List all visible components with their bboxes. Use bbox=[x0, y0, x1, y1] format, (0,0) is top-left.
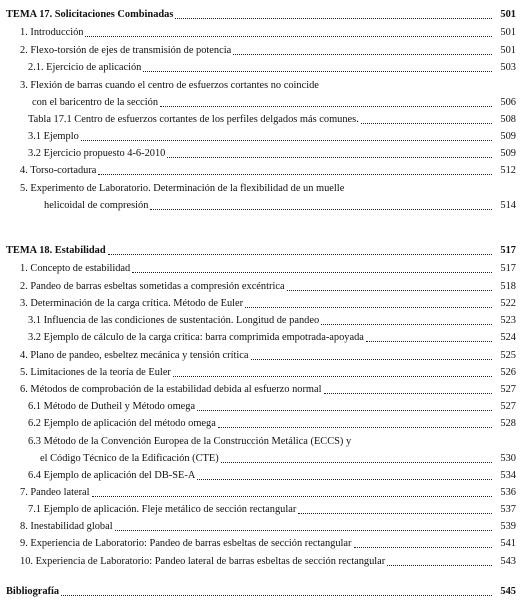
toc-entry bbox=[0, 400, 522, 413]
toc-entry-title: 5. Experimento de Laboratorio. Determinación de la flexibilidad de un muelle bbox=[20, 183, 345, 194]
toc-entry bbox=[0, 555, 522, 568]
dot-leader bbox=[132, 272, 492, 273]
toc-entry bbox=[0, 244, 522, 257]
dot-leader bbox=[298, 513, 492, 514]
toc-entry bbox=[0, 164, 522, 177]
toc-entry-title: 3.1 Influencia de las condiciones de sustentación. Longitud de pandeo bbox=[28, 315, 320, 326]
toc-entry bbox=[0, 435, 522, 448]
dot-leader bbox=[173, 376, 492, 377]
toc-entry-title: 3.2 Ejemplo de cálculo de la carga crítica: barra comprimida empotrada-apoyada bbox=[28, 332, 364, 343]
toc-entry bbox=[0, 417, 522, 430]
toc-entry bbox=[0, 366, 522, 379]
toc-entry-page-number: 543 bbox=[500, 556, 516, 567]
toc-entry-title: 1. Introducción bbox=[20, 27, 84, 38]
toc-entry bbox=[0, 331, 522, 344]
dot-leader bbox=[167, 157, 492, 158]
dot-leader bbox=[108, 254, 492, 255]
toc-entry bbox=[0, 61, 522, 74]
toc-entry-title: 6. Métodos de comprobación de la estabilidad debida al esfuerzo normal bbox=[20, 384, 322, 395]
toc-entry bbox=[0, 585, 522, 598]
dot-leader bbox=[150, 209, 492, 210]
toc-entry-title: Tabla 17.1 Centro de esfuerzos cortantes de los perfiles delgados más comunes. bbox=[28, 114, 359, 125]
toc-entry bbox=[0, 452, 522, 465]
toc-entry-page-number: 545 bbox=[500, 586, 516, 597]
toc-entry bbox=[0, 44, 522, 57]
dot-leader bbox=[387, 565, 492, 566]
toc-entry-title: 9. Experiencia de Laboratorio: Pandeo de barras esbeltas de sección rectangular bbox=[20, 538, 352, 549]
dot-leader bbox=[221, 462, 492, 463]
toc-entry-title: 6.2 Ejemplo de aplicación del método omega bbox=[28, 418, 216, 429]
toc-entry-title: 5. Limitaciones de la teoría de Euler bbox=[20, 367, 171, 378]
dot-leader bbox=[233, 54, 492, 55]
toc-entry bbox=[0, 486, 522, 499]
toc-entry bbox=[0, 537, 522, 550]
dot-leader bbox=[321, 324, 492, 325]
dot-leader bbox=[115, 530, 492, 531]
toc-entry bbox=[0, 349, 522, 362]
dot-leader bbox=[81, 140, 492, 141]
dot-leader bbox=[197, 410, 492, 411]
toc-entry-title: helicoidal de compresión bbox=[44, 200, 149, 211]
toc-entry-page-number: 525 bbox=[500, 350, 516, 361]
toc-entry bbox=[0, 182, 522, 195]
toc-entry-page-number: 527 bbox=[500, 401, 516, 412]
toc-entry-page-number: 527 bbox=[500, 384, 516, 395]
toc-entry-title: 4. Torso-cortadura bbox=[20, 165, 97, 176]
toc-entry-page-number: 501 bbox=[500, 9, 516, 20]
dot-leader bbox=[287, 290, 492, 291]
dot-leader bbox=[92, 496, 492, 497]
toc-entry-page-number: 509 bbox=[500, 148, 516, 159]
toc-entry bbox=[0, 314, 522, 327]
toc-entry-page-number: 541 bbox=[500, 538, 516, 549]
dot-leader bbox=[354, 547, 493, 548]
toc-entry-title: 7. Pandeo lateral bbox=[20, 487, 90, 498]
toc-entry-page-number: 517 bbox=[500, 263, 516, 274]
toc-entry-title: 7.1 Ejemplo de aplicación. Fleje metálico de sección rectangular bbox=[28, 504, 297, 515]
toc-entry bbox=[0, 520, 522, 533]
toc-entry-title: Bibliografía bbox=[6, 586, 60, 597]
toc-entry bbox=[0, 79, 522, 92]
dot-leader bbox=[160, 106, 492, 107]
toc-entry bbox=[0, 147, 522, 160]
toc-entry-title: 3. Determinación de la carga crítica. Método de Euler bbox=[20, 298, 244, 309]
toc-entry-title: 8. Inestabilidad global bbox=[20, 521, 113, 532]
toc-entry bbox=[0, 130, 522, 143]
toc-entry-title: 10. Experiencia de Laboratorio: Pandeo lateral de barras esbeltas de sección rectangular bbox=[20, 556, 386, 567]
dot-leader bbox=[197, 479, 492, 480]
toc-entry-page-number: 523 bbox=[500, 315, 516, 326]
toc-entry bbox=[0, 297, 522, 310]
toc-entry-title: 3. Flexión de barras cuando el centro de esfuerzos cortantes no coincide bbox=[20, 80, 319, 91]
toc-entry-page-number: 522 bbox=[500, 298, 516, 309]
toc-entry-title: 4. Plano de pandeo, esbeltez mecánica y tensión crítica bbox=[20, 350, 249, 361]
toc-entry-title: 2. Pandeo de barras esbeltas sometidas a compresión excéntrica bbox=[20, 281, 285, 292]
dot-leader bbox=[143, 71, 492, 72]
dot-leader bbox=[85, 36, 492, 37]
toc-entry-page-number: 506 bbox=[500, 97, 516, 108]
toc-entry-title: 2.1. Ejercicio de aplicación bbox=[28, 62, 142, 73]
toc-entry bbox=[0, 199, 522, 212]
dot-leader bbox=[175, 18, 492, 19]
dot-leader bbox=[366, 341, 492, 342]
toc-entry bbox=[0, 8, 522, 21]
toc-entry bbox=[0, 383, 522, 396]
toc-entry-page-number: 524 bbox=[500, 332, 516, 343]
dot-leader bbox=[324, 393, 492, 394]
toc-entry-title: 3.2 Ejercicio propuesto 4-6-2010 bbox=[28, 148, 166, 159]
toc-entry-title: con el baricentro de la sección bbox=[32, 97, 159, 108]
toc-entry-title: 1. Concepto de estabilidad bbox=[20, 263, 131, 274]
toc-entry bbox=[0, 96, 522, 109]
toc-entry-title: 6.3 Método de la Convención Europea de la Construcción Metálica (ECCS) y bbox=[28, 436, 352, 447]
toc-entry bbox=[0, 503, 522, 516]
toc-entry-page-number: 514 bbox=[500, 200, 516, 211]
toc-entry-page-number: 517 bbox=[500, 245, 516, 256]
toc-entry-page-number: 537 bbox=[500, 504, 516, 515]
toc-entry-page-number: 534 bbox=[500, 470, 516, 481]
dot-leader bbox=[98, 174, 492, 175]
toc-entry-title: el Código Técnico de la Edificación (CTE) bbox=[40, 453, 219, 464]
toc-entry-page-number: 518 bbox=[500, 281, 516, 292]
dot-leader bbox=[245, 307, 492, 308]
toc-entry-title: 6.1 Método de Dutheil y Método omega bbox=[28, 401, 196, 412]
toc-entry-page-number: 526 bbox=[500, 367, 516, 378]
toc-entry-page-number: 503 bbox=[500, 62, 516, 73]
toc-entry bbox=[0, 469, 522, 482]
toc-entry-title: 3.1 Ejemplo bbox=[28, 131, 79, 142]
toc-entry bbox=[0, 26, 522, 39]
dot-leader bbox=[61, 595, 492, 596]
toc-entry-page-number: 508 bbox=[500, 114, 516, 125]
toc-entry-title: TEMA 18. Estabilidad bbox=[6, 245, 106, 256]
toc-entry bbox=[0, 113, 522, 126]
toc-entry-title: 6.4 Ejemplo de aplicación del DB-SE-A bbox=[28, 470, 196, 481]
dot-leader bbox=[251, 359, 492, 360]
toc-entry bbox=[0, 280, 522, 293]
toc-entry-title: 2. Flexo-torsión de ejes de transmisión de potencia bbox=[20, 45, 232, 56]
toc-entry-page-number: 528 bbox=[500, 418, 516, 429]
toc-entry-page-number: 530 bbox=[500, 453, 516, 464]
toc-entry-page-number: 539 bbox=[500, 521, 516, 532]
toc-entry-page-number: 512 bbox=[500, 165, 516, 176]
dot-leader bbox=[218, 427, 492, 428]
toc-entry-page-number: 509 bbox=[500, 131, 516, 142]
toc-entry-page-number: 501 bbox=[500, 27, 516, 38]
toc-entry bbox=[0, 262, 522, 275]
toc-entry-title: TEMA 17. Solicitaciones Combinadas bbox=[6, 9, 174, 20]
dot-leader bbox=[361, 123, 492, 124]
toc-entry-page-number: 536 bbox=[500, 487, 516, 498]
toc-entry-page-number: 501 bbox=[500, 45, 516, 56]
